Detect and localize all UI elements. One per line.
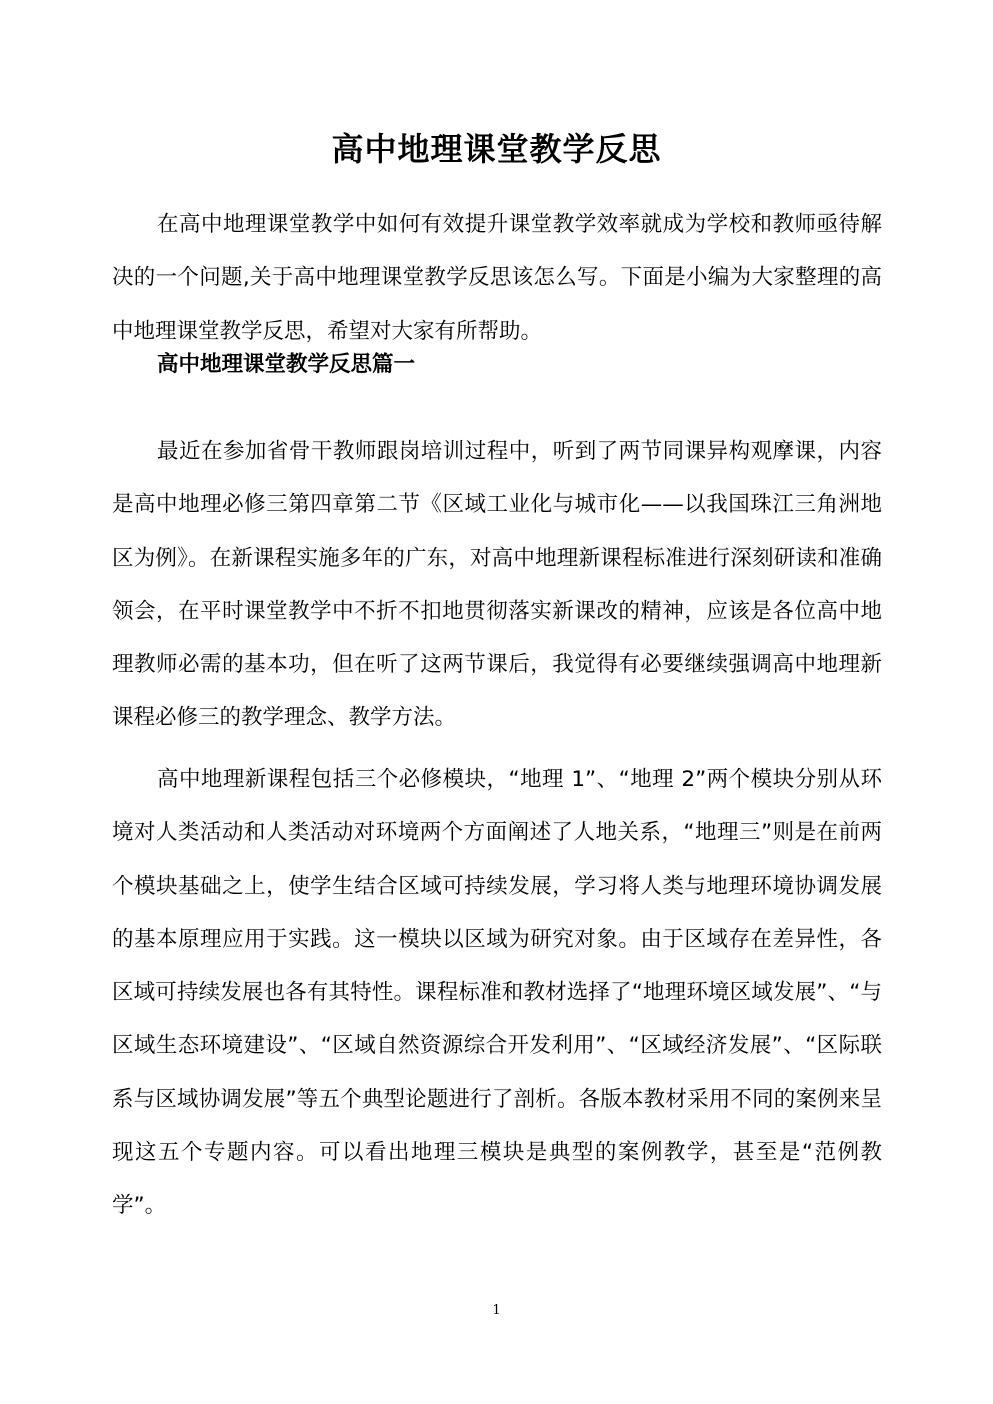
- body-paragraph: 高中地理新课程包括三个必修模块，“地理 1”、“地理 2”两个模块分别从环境对人类活动和人类活动对环境两个方面阐述了人地关系，“地理三”则是在前两个模块基础之上，使学生结合区域可持续发展，学习将人类与地理环境协调发展的基本原理应用于实践。这一模块以区域为研究对象。由于区域存在差异性，各区域可持续发展也各有其特性。课程标准和教材选择了“地理环境区域发展”、“与区域生态环境建设”、“区域自然资源综合开发利用”、“区域经济发展”、“区际联系与区域协调发展”等五个典型论题进行了剖析。各版本教材采用不同的案例来呈现这五个专题内容。可以看出地理三模块是典型的案例教学，甚至是“范例教学”。: [112, 767, 882, 1219]
- intro-paragraph: 在高中地理课堂教学中如何有效提升课堂教学效率就成为学校和教师亟待解决的一个问题,关于高中地理课堂教学反思该怎么写。下面是小编为大家整理的高中地理课堂教学反思，希望对大家有所帮助。: [112, 212, 882, 344]
- document-title: 高中地理课堂教学反思: [331, 130, 662, 168]
- section-heading: 高中地理课堂教学反思篇一: [157, 352, 416, 377]
- page-number: 1: [492, 1303, 501, 1318]
- body-paragraph: 最近在参加省骨干教师跟岗培训过程中，听到了两节同课异构观摩课，内容是高中地理必修三第四章第二节《区域工业化与城市化——以我国珠江三角洲地区为例》。在新课程实施多年的广东，对高中地理新课程标准进行深刻研读和准确领会，在平时课堂教学中不折不扣地贯彻落实新课改的精神，应该是各位高中地理教师必需的基本功，但在听了这两节课后，我觉得有必要继续强调高中地理新课程必修三的教学理念、教学方法。: [112, 439, 882, 731]
